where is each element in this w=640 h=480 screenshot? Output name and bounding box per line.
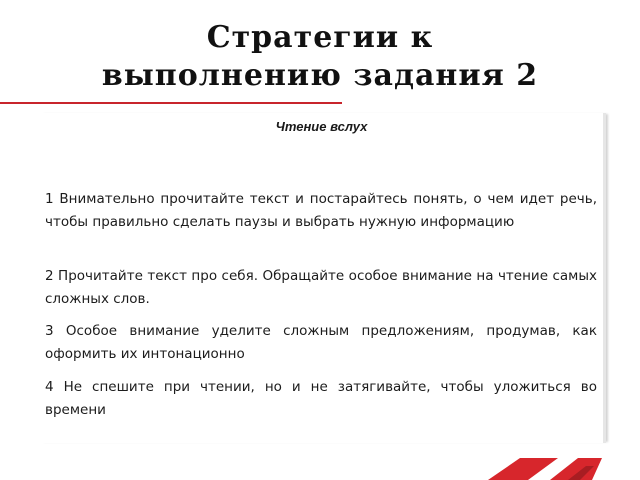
step-item-1: 1 Внимательно прочитайте текст и постарайтесь понять, о чем идет речь, чтобы правильно сделать паузы и выбрать нужную информацию xyxy=(45,191,597,230)
step-item-4: 4 Не спешите при чтении, но и не затягивайте, чтобы уложиться во времени xyxy=(45,379,597,418)
title-underline xyxy=(0,102,342,104)
step-item-3: 3 Особое внимание уделите сложным предложениям, продумав, как оформить их интонационно xyxy=(45,323,597,362)
instructions-panel xyxy=(40,113,606,443)
corner-decoration xyxy=(470,450,640,480)
slide-title-line-2: выполнению задания 2 xyxy=(101,58,539,93)
step-item-2: 2 Прочитайте текст про себя. Обращайте особое внимание на чтение самых сложных слов. xyxy=(45,268,597,307)
corner-stripe-left xyxy=(488,458,558,480)
panel-heading: Чтение вслух xyxy=(275,119,368,134)
slide-title-line-1: Стратегии к xyxy=(206,20,434,55)
